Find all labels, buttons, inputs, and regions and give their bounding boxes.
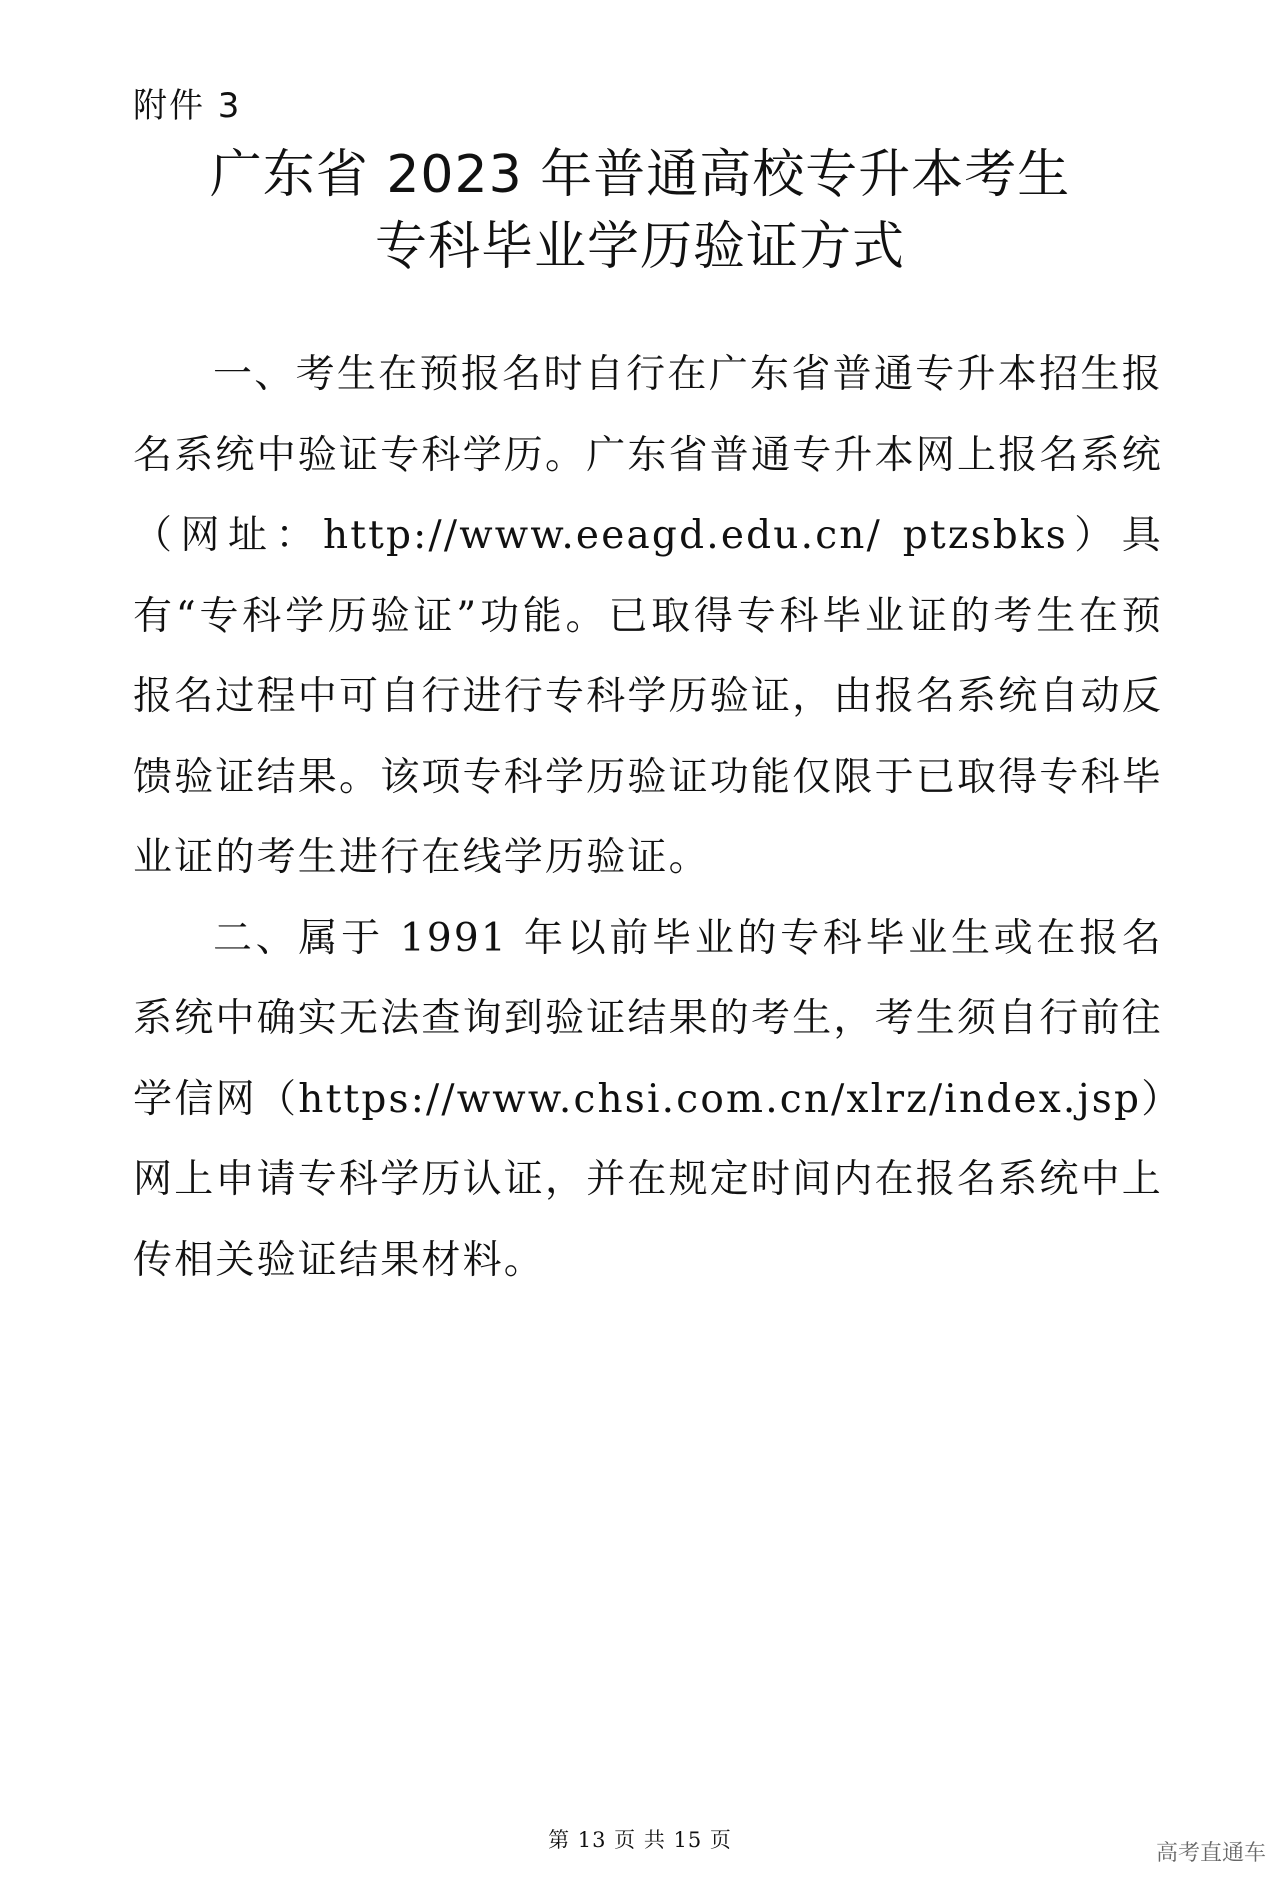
paragraph-2: 二、属于 1991 年以前毕业的专科毕业生或在报名系统中确实无法查询到验证结果的考生，考生须自行前往学信网（https://www.chsi.com.cn/xlrz/index.jsp）网上申请专科学历认证，并在规定时间内在报名系统中上传相关验证结果材料。 (133, 915, 1164, 1283)
document-title-line-1: 广东省 2023 年普通高校专升本考生 (209, 145, 1071, 205)
paragraph-1: 一、考生在预报名时自行在广东省普通专升本招生报名系统中验证专科学历。广东省普通专升本网上报名系统（网址：http://www.eeagd.edu.cn/ ptzsbks）具有“专科学历验证”功能。已取得专科毕业证的考生在预报名过程中可自行进行专科学历验证，由报名系统自动反馈验证结果。该项专科学历验证功能仅限于已取得专科毕业证的考生进行在线学历验证。 (133, 352, 1164, 880)
document-body (133, 335, 1163, 1301)
document-title-line-2: 专科毕业学历验证方式 (374, 217, 905, 277)
watermark: 高考直通车 (1155, 1841, 1266, 1866)
page-footer: 第 13 页 共 15 页 (548, 1828, 732, 1852)
attachment-label: 附件 3 (133, 86, 242, 126)
